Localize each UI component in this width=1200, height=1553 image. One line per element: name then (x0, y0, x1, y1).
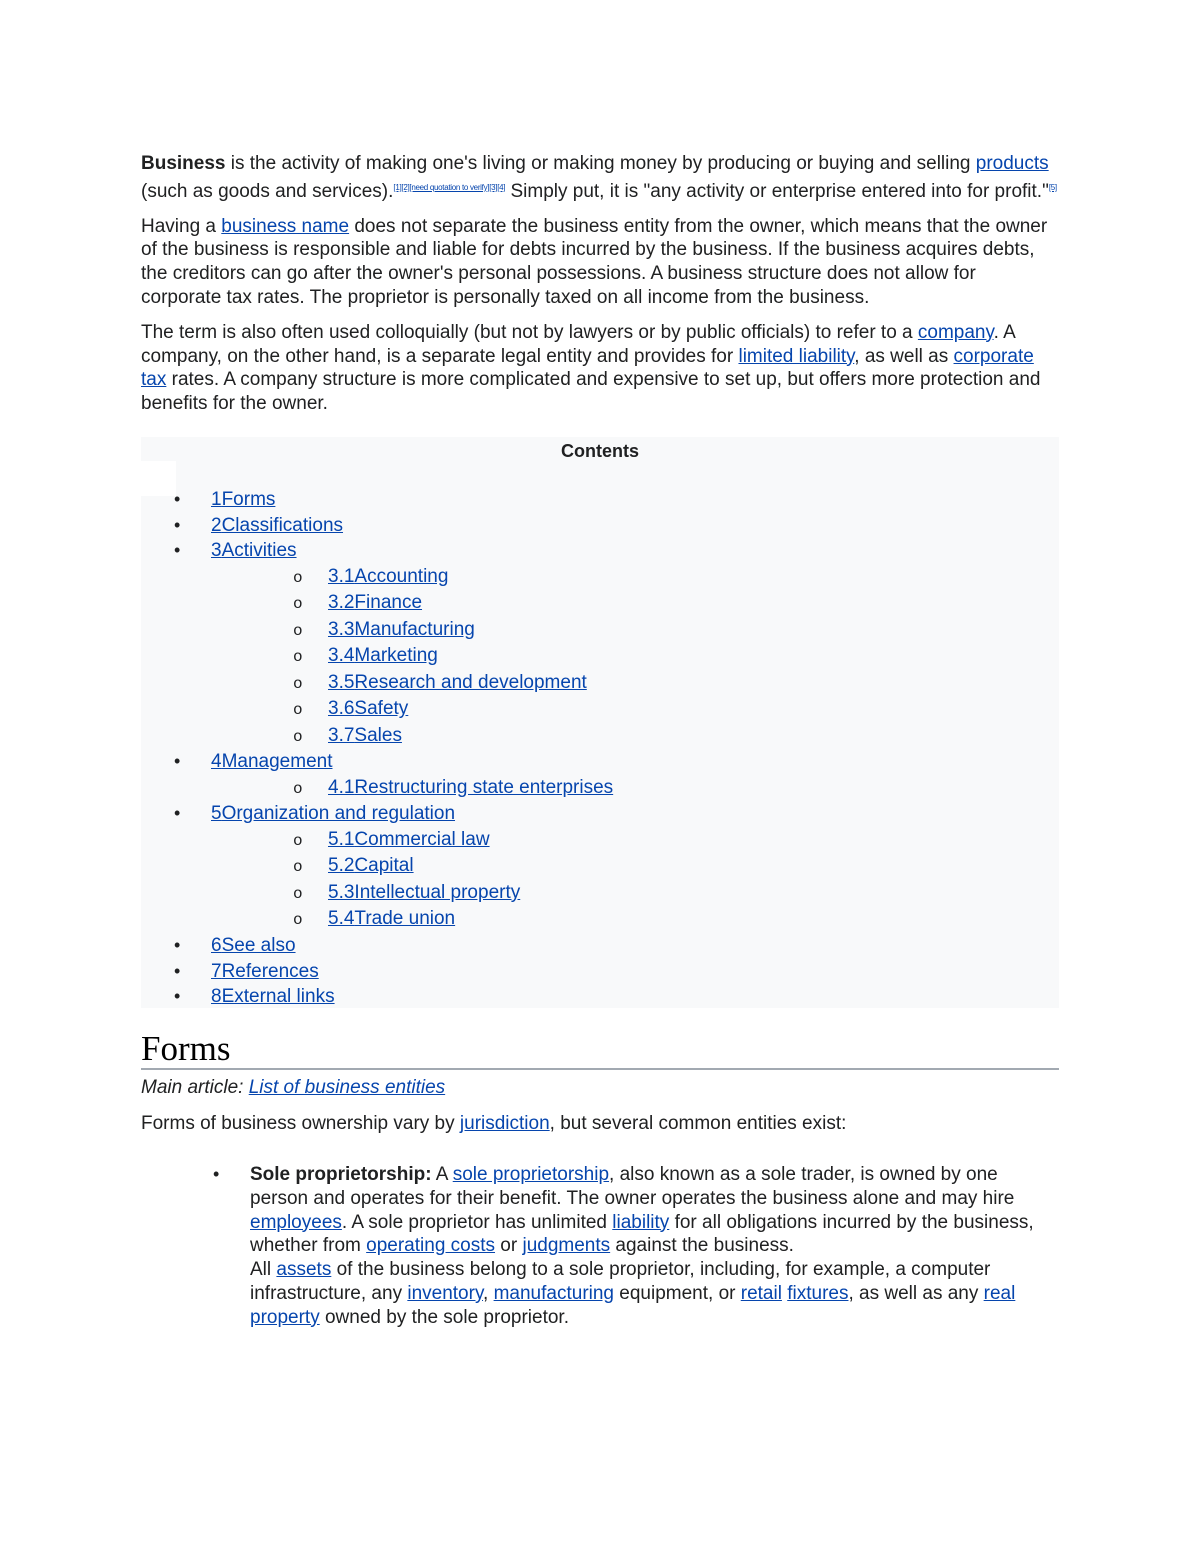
toc-item (141, 617, 1059, 644)
toc-item (141, 696, 1059, 723)
term-sole-proprietorship: Sole proprietorship: (250, 1163, 432, 1185)
intro-paragraph-3 (141, 321, 1059, 416)
toc-number: 3.4 (328, 645, 355, 667)
toc-link[interactable] (328, 853, 414, 880)
toc-item (141, 933, 1059, 959)
link-company[interactable]: company (917, 321, 994, 343)
toc-link[interactable] (328, 775, 613, 802)
bullet-icon: • (174, 803, 181, 824)
toc-number: 3.5 (328, 671, 355, 693)
text-run: (such as goods and services). (141, 180, 394, 202)
toc-link[interactable] (328, 880, 520, 907)
toc-link[interactable] (328, 723, 402, 750)
text-run: A (431, 1163, 453, 1185)
intro-paragraph-1 (141, 152, 1059, 204)
toc-link[interactable] (328, 617, 475, 644)
text-run: of the business belong to a sole proprietor, including, for example, a computer infrastructure, any (250, 1259, 991, 1304)
toc-label: Safety (354, 698, 409, 720)
hatnote (141, 1076, 1059, 1100)
toc-number: 3.3 (328, 618, 355, 640)
toc-label: Commercial law (354, 828, 490, 850)
citation-ref-5[interactable]: [5] (1048, 182, 1057, 192)
toc-item (141, 538, 1059, 564)
toc-label: Sales (354, 724, 402, 746)
toc-item (141, 959, 1059, 985)
text-run: , but several common entities exist: (549, 1112, 847, 1134)
text-run: rates. A company structure is more complicated and expensive to set up, but offers more protection and benefits for the owner. (141, 369, 1041, 415)
toc-label: Research and development (354, 671, 587, 693)
toc-number: 7 (211, 960, 222, 982)
link-corporate-tax[interactable]: corporate tax (141, 345, 1034, 391)
toc-label: See also (221, 934, 296, 956)
toc-item (141, 801, 1059, 827)
text-run: , as well as any (848, 1282, 984, 1304)
circle-bullet-icon: o (293, 779, 303, 798)
text-run: Forms of business ownership vary by (141, 1112, 460, 1134)
link-limited-liability[interactable]: limited liability (738, 345, 855, 367)
article-body (141, 152, 1059, 1330)
toc-link[interactable] (328, 827, 490, 854)
toc-item (141, 670, 1059, 697)
link-fixtures[interactable]: fixtures (787, 1282, 849, 1304)
toc-number: 4.1 (328, 776, 355, 798)
link-inventory[interactable]: inventory (407, 1282, 484, 1304)
toc-label: Trade union (354, 908, 456, 930)
text-run: or (495, 1235, 523, 1257)
toc-link[interactable] (211, 933, 296, 959)
text-run: does not separate the business entity from the owner, which means that the owner of the business is responsible and liable for debts incurred by the business. If the business acquires debts, the creditors can go after the owner's personal possessions. A business structure does not allow for corporate tax rates. The proprietor is personally taxed on all income from the business. (141, 215, 1048, 308)
link-sole-proprietorship[interactable]: sole proprietorship (452, 1163, 610, 1185)
toc-label: Finance (354, 592, 423, 614)
bullet-icon: • (213, 1163, 220, 1184)
table-of-contents (141, 437, 1059, 1008)
toc-link[interactable] (328, 670, 587, 697)
toc-item (141, 749, 1059, 775)
toc-number: 5 (211, 803, 222, 825)
link-business-name[interactable]: business name (221, 215, 350, 237)
text-run: against the business. (610, 1235, 794, 1257)
link-jurisdiction[interactable]: jurisdiction (459, 1112, 550, 1134)
toc-label: Accounting (354, 565, 449, 587)
toc-label: Management (221, 751, 333, 773)
text-run: , as well as (854, 345, 954, 367)
text-run: , (483, 1282, 494, 1304)
link-employees[interactable]: employees (250, 1211, 342, 1233)
toc-item (141, 853, 1059, 880)
circle-bullet-icon: o (293, 858, 303, 877)
toc-link[interactable] (211, 984, 335, 1010)
bullet-icon: • (174, 960, 181, 981)
circle-bullet-icon: o (293, 595, 303, 614)
toc-number: 2 (211, 514, 222, 536)
link-assets[interactable]: assets (276, 1259, 332, 1281)
circle-bullet-icon: o (293, 674, 303, 693)
toc-label: Marketing (354, 645, 438, 667)
toc-link[interactable] (328, 906, 455, 933)
toc-link[interactable] (211, 487, 275, 513)
text-run: . A sole proprietor has unlimited (341, 1211, 613, 1233)
toc-item (141, 880, 1059, 907)
circle-bullet-icon: o (293, 884, 303, 903)
toc-label: Activities (221, 540, 297, 562)
citation-refs-1[interactable]: [1][2][need quotation to verify][3][4] (393, 182, 506, 192)
toc-item (141, 487, 1059, 513)
circle-bullet-icon: o (293, 621, 303, 640)
toc-label: Intellectual property (354, 881, 521, 903)
toc-number: 4 (211, 751, 222, 773)
text-run: Simply put, it is "any activity or enterprise entered into for profit." (505, 180, 1049, 202)
text-run: , also known as a sole trader, is owned by one person and operates for their benefit. The owner operates the business alone and may hire (250, 1163, 1015, 1209)
text-run: owned by the sole proprietor. (319, 1306, 569, 1328)
toc-label: Forms (221, 488, 276, 510)
text-run: . A company, on the other hand, is a separate legal entity and provides for (141, 321, 1015, 367)
text-run: Having a (141, 215, 222, 237)
list-item-sole-proprietorship (141, 1163, 1059, 1330)
toc-link[interactable] (328, 643, 438, 670)
text-run: The term is also often used colloquially (but not by lawyers or by public officials) to refer to a (141, 321, 918, 343)
toc-item (141, 564, 1059, 591)
toc-number: 3.6 (328, 698, 355, 720)
toc-item (141, 723, 1059, 750)
term-business: Business (141, 153, 226, 174)
text-run: equipment, or (614, 1282, 741, 1304)
toc-label: References (221, 960, 319, 982)
text-run: for all obligations incurred by the business, whether from (250, 1211, 1034, 1257)
circle-bullet-icon: o (293, 911, 303, 930)
toc-number: 8 (211, 986, 222, 1008)
toc-link[interactable] (211, 749, 332, 775)
toc-number: 5.1 (328, 828, 355, 850)
toc-number: 5.4 (328, 908, 355, 930)
toc-link[interactable] (211, 513, 343, 539)
text-run: All (250, 1259, 277, 1281)
toc-label: Restructuring state enterprises (354, 776, 614, 798)
link-retail[interactable]: retail (740, 1282, 782, 1304)
link-manufacturing[interactable]: manufacturing (493, 1282, 614, 1304)
forms-intro-paragraph (141, 1112, 1059, 1136)
toc-label: Classifications (221, 514, 344, 536)
toc-link[interactable] (211, 801, 455, 827)
link-liability[interactable]: liability (612, 1211, 670, 1233)
section-heading-forms: Forms (141, 1030, 1059, 1070)
circle-bullet-icon: o (293, 727, 303, 746)
bullet-icon: • (174, 488, 181, 509)
toc-number: 3 (211, 540, 222, 562)
toc-item (141, 827, 1059, 854)
toc-number: 5.2 (328, 855, 355, 877)
circle-bullet-icon: o (293, 701, 303, 720)
link-real-property[interactable]: real property (250, 1282, 1016, 1328)
bullet-icon: • (174, 540, 181, 561)
toc-label: External links (221, 986, 335, 1008)
forms-list (141, 1163, 1059, 1330)
toc-number: 3.2 (328, 592, 355, 614)
hatnote-prefix: Main article: (141, 1076, 249, 1098)
bullet-icon: • (174, 514, 181, 535)
circle-bullet-icon: o (293, 831, 303, 850)
toc-item (141, 775, 1059, 802)
toc-item (141, 984, 1059, 1010)
toc-number: 3.1 (328, 565, 355, 587)
toc-link[interactable] (328, 564, 448, 591)
link-judgments[interactable]: judgments (522, 1235, 611, 1257)
circle-bullet-icon: o (293, 648, 303, 667)
toc-item (141, 513, 1059, 539)
toc-link[interactable] (328, 696, 408, 723)
toc-link[interactable] (211, 538, 297, 564)
link-operating-costs[interactable]: operating costs (366, 1235, 496, 1257)
toc-item (141, 643, 1059, 670)
toc-item (141, 906, 1059, 933)
toc-list (141, 487, 1059, 1010)
toc-number: 1 (211, 488, 222, 510)
circle-bullet-icon: o (293, 568, 303, 587)
toc-number: 3.7 (328, 724, 355, 746)
intro-paragraph-2 (141, 215, 1059, 310)
toc-label: Manufacturing (354, 618, 475, 640)
text-run: is the activity of making one's living or making money by producing or buying and selling (225, 153, 976, 174)
bullet-icon: • (174, 934, 181, 955)
bullet-icon: • (174, 986, 181, 1007)
toc-number: 5.3 (328, 881, 355, 903)
toc-label: Organization and regulation (221, 803, 456, 825)
toc-number: 6 (211, 934, 222, 956)
toc-link[interactable] (211, 959, 319, 985)
toc-title: Contents (561, 440, 639, 461)
link-products[interactable]: products (975, 153, 1049, 174)
toc-item (141, 590, 1059, 617)
link-list-of-business-entities[interactable]: List of business entities (248, 1076, 446, 1098)
toc-link[interactable] (328, 590, 422, 617)
toc-label: Capital (354, 855, 414, 877)
bullet-icon: • (174, 751, 181, 772)
